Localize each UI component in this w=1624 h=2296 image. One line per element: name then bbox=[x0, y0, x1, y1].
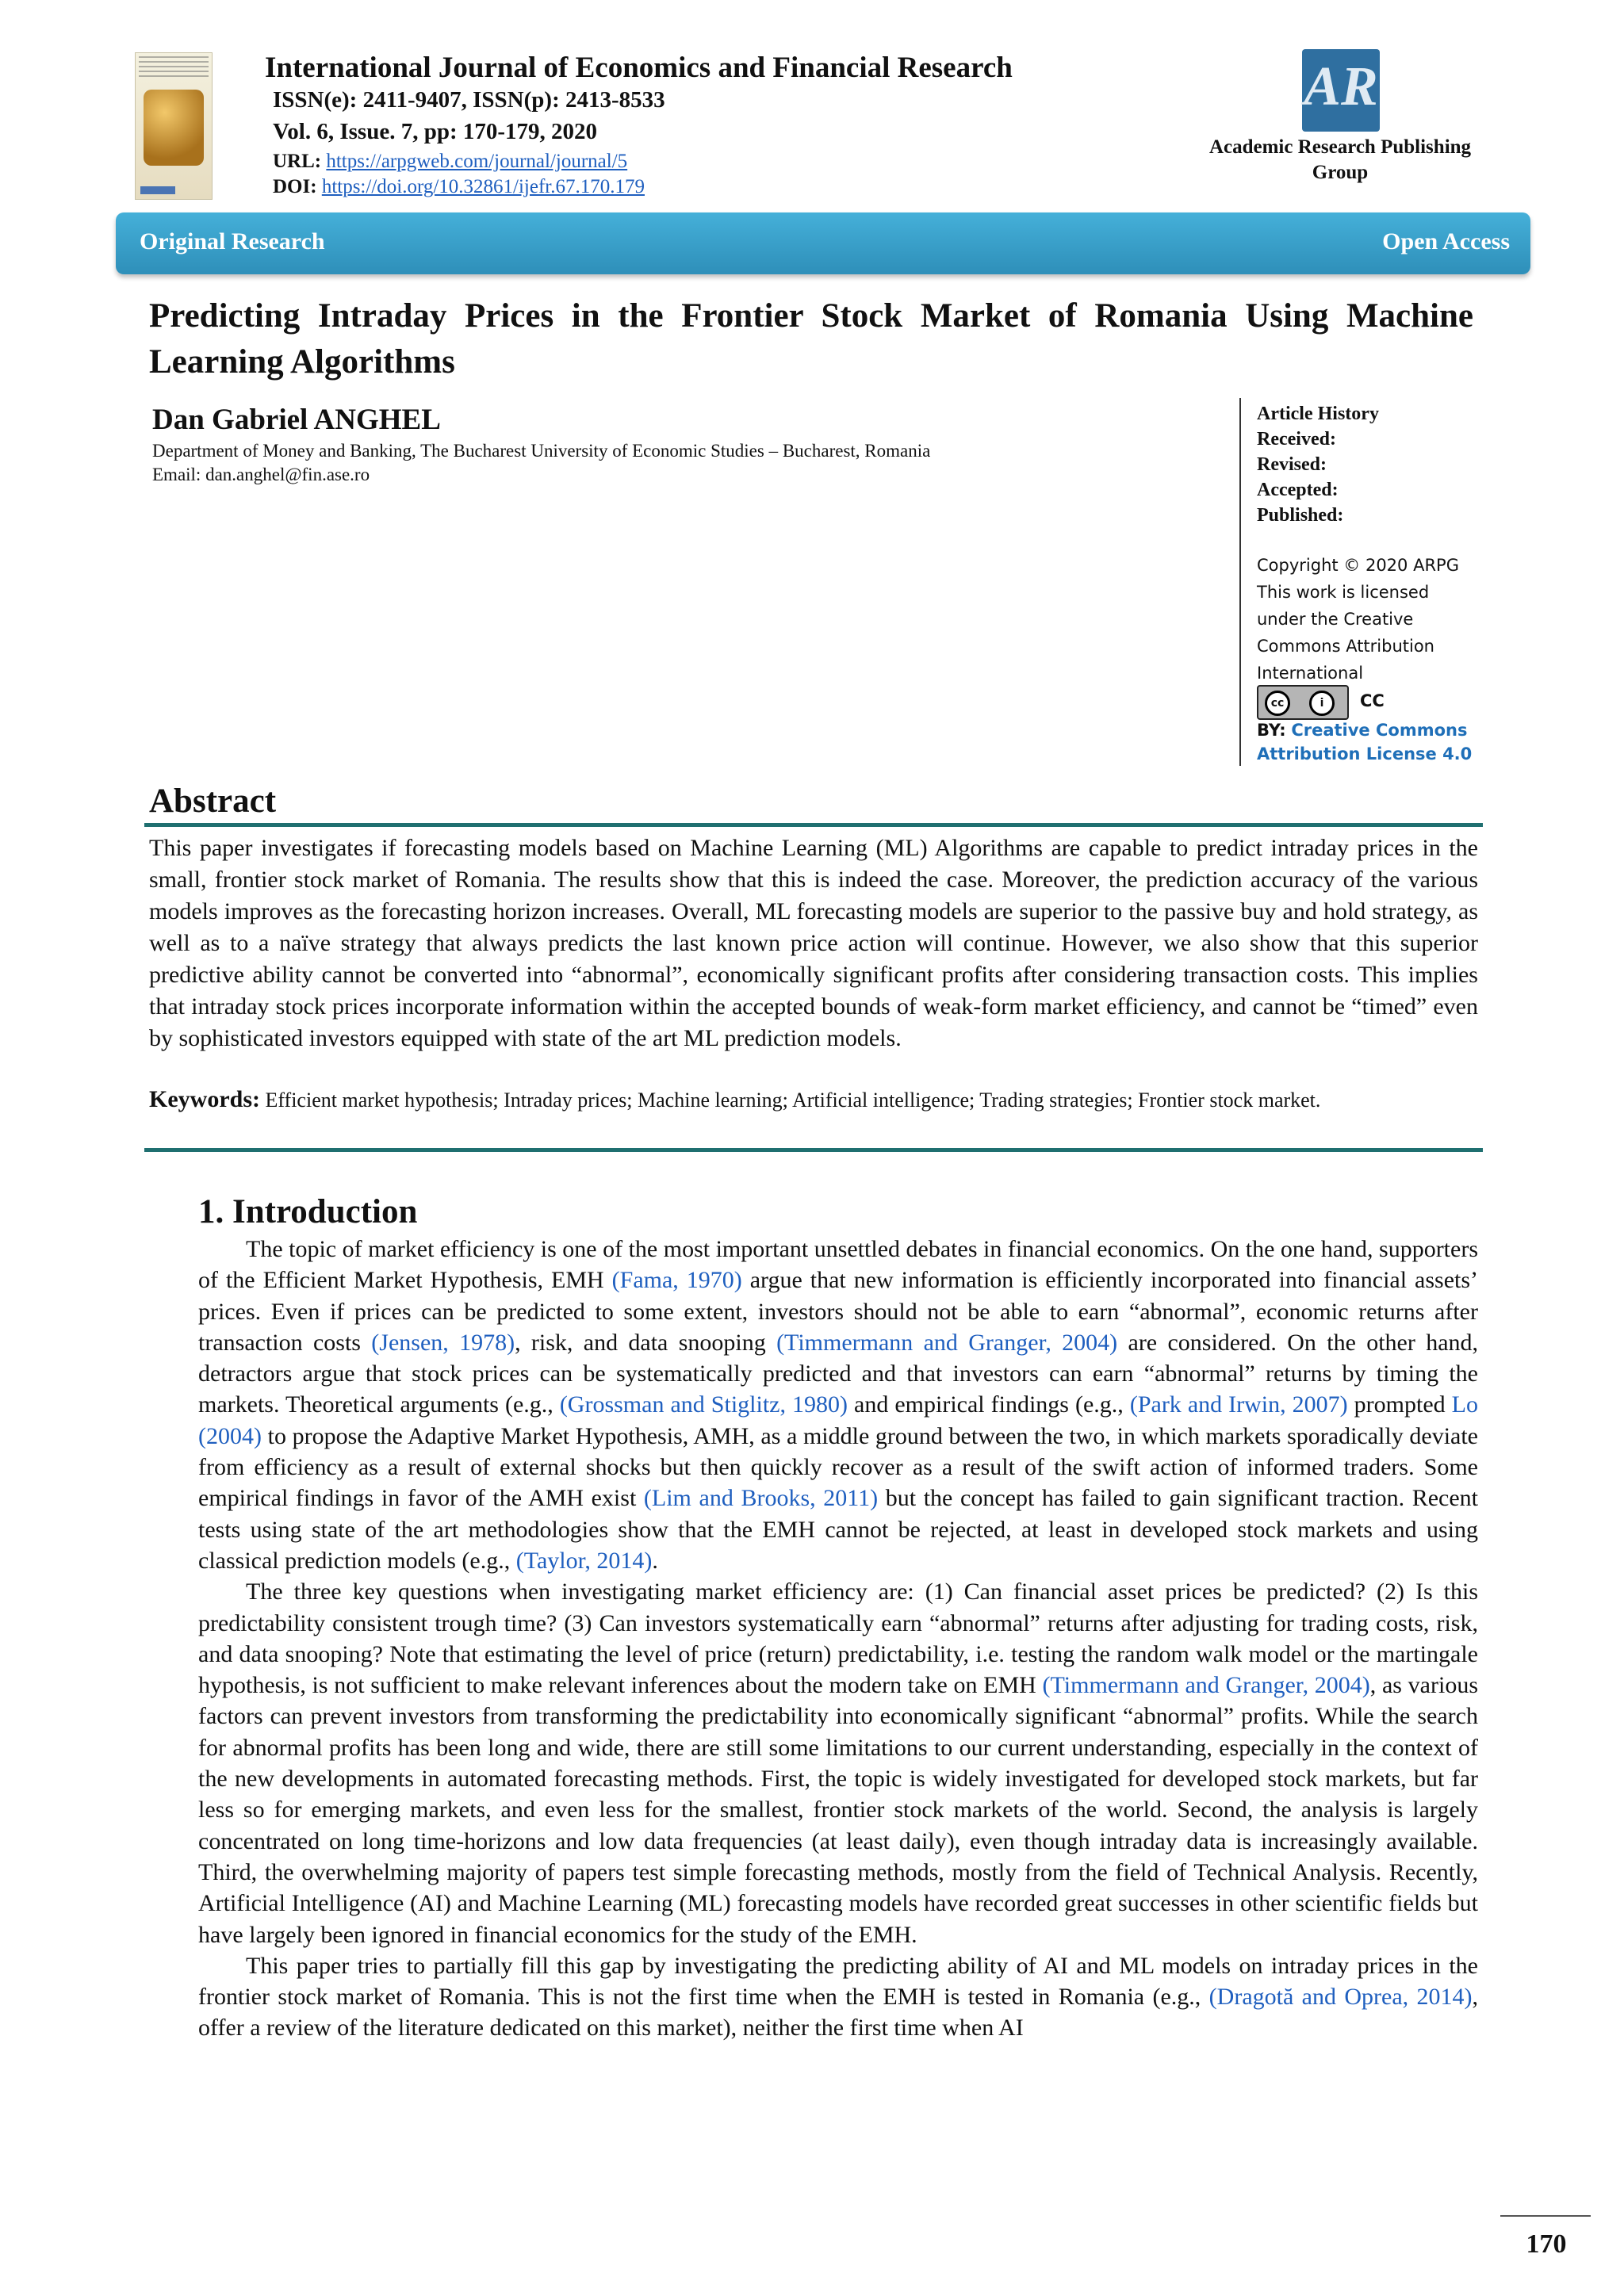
paragraph-text: are considered. On the other hand, detractors argue that stock prices can be systematically predicted and that investors can earn “abnormal” returns by timing the markets. Theoretical arguments (e.g., bbox=[198, 1329, 1479, 1418]
history-title: Article History bbox=[1257, 404, 1379, 424]
paragraph-text: to propose the Adaptive Market Hypothesis, AMH, as a middle ground between the two, in which markets sporadically deviate from efficiency as a result of external shocks but then quickly recover as a result of the swift action of informed traders. Some empirical findings in favor of the AMH exist bbox=[198, 1422, 1478, 1512]
paragraph-text: , risk, and data snooping bbox=[515, 1329, 777, 1356]
journal-title: International Journal of Economics and Financial Research bbox=[265, 52, 1013, 84]
page-number-rule bbox=[1500, 2215, 1591, 2217]
page-number: 170 bbox=[1526, 2229, 1567, 2259]
journal-cover-image bbox=[135, 52, 213, 200]
author-email: Email: dan.anghel@fin.ase.ro bbox=[152, 465, 370, 484]
journal-issn: ISSN(e): 2411-9407, ISSN(p): 2413-8533 bbox=[273, 87, 665, 113]
citation-link[interactable]: (Fama, 1970) bbox=[611, 1267, 742, 1294]
paragraph-text: argue that new information is efficiently incorporated into financial assets’ prices. Even if prices can be predicted to some extent, investors should not be able to earn “abnormal”, economic returns after transaction costs bbox=[198, 1267, 1479, 1356]
intro-paragraph-3 bbox=[198, 1950, 1478, 2044]
doi-label: DOI: bbox=[273, 176, 317, 197]
author-affiliation bbox=[152, 439, 930, 487]
paragraph-text: The topic of market efficiency is one of the most important unsettled debates in financial economics. On the one hand, supporters of the Efficient Market Hypothesis, EMH bbox=[198, 1236, 1478, 1294]
paragraph-text: , as various factors can prevent investors from transforming the predictability into economically significant “abnormal” profits. While the search for abnormal profits has been long and wide, there are still some limitations to our current understanding, especially in the context of the new developments in automated forecasting methods. First, the topic is widely investigated for developed stock markets, but far less so for emerging markets, and even less for the smallest, frontier stock markets of the world. Second, the analysis is largely concentrated on long time-horizons and low data frequencies (at least daily), even though intraday data is increasingly available. Third, the overwhelming majority of papers test simple forecasting methods, mostly from the field of Technical Analysis. Recently, Artificial Intelligence (AI) and Machine Learning (ML) forecasting models have recorded great successes in other scientific fields but have largely been ignored in financial economics for the study of the EMH. bbox=[198, 1672, 1478, 1948]
author-name: Dan Gabriel ANGHEL bbox=[152, 404, 441, 436]
article-type-banner bbox=[116, 212, 1530, 274]
affiliation-text: Department of Money and Banking, The Bucharest University of Economic Studies – Bucharest, Romania bbox=[152, 441, 931, 461]
license-link[interactable]: Creative Commons Attribution License 4.0 bbox=[1257, 721, 1473, 763]
introduction-body bbox=[198, 1234, 1478, 2044]
citation-link[interactable]: (Dragotă and Oprea, 2014) bbox=[1208, 1984, 1473, 2011]
copyright-notice: Copyright © 2020 ARPG This work is licensed under the Creative Commons Attribution International bbox=[1257, 556, 1459, 683]
citation-link[interactable]: (Grossman and Stiglitz, 1980) bbox=[559, 1391, 848, 1418]
journal-url-link[interactable]: https://arpgweb.com/journal/journal/5 bbox=[326, 151, 628, 172]
abstract-text: This paper investigates if forecasting models based on Machine Learning (ML) Algorithms are capable to predict intraday prices in the small, frontier stock market of Romania. The results show that this is indeed the case. Moreover, the prediction accuracy of the various models improves as the forecasting horizon increases. Overall, ML forecasting models are superior to the passive buy and hold strategy, as well as to a naïve strategy that always predicts the last known price action will continue. However, we also show that this superior predictive ability cannot be converted into “abnormal”, economically significant profits after considering transaction costs. This implies that intraday stock prices incorporate information within the accepted bounds of weak-form market efficiency, and cannot be “timed” even by sophisticated investors equipped with state of the art ML prediction models. bbox=[149, 835, 1478, 1051]
abstract-top-rule bbox=[144, 823, 1483, 827]
publisher-logo: AR bbox=[1302, 49, 1380, 132]
keywords-label: Keywords: bbox=[149, 1086, 260, 1112]
abstract-heading: Abstract bbox=[149, 783, 277, 820]
article-history-sidebar bbox=[1239, 398, 1503, 766]
original-research-label: Original Research bbox=[140, 228, 325, 254]
doi-link[interactable]: https://doi.org/10.32861/ijefr.67.170.179 bbox=[321, 176, 645, 197]
revised-label: Revised: bbox=[1257, 454, 1327, 475]
paragraph-text: and empirical findings (e.g., bbox=[848, 1391, 1130, 1418]
intro-paragraph-2 bbox=[198, 1576, 1478, 1950]
paragraph-text: This paper tries to partially fill this gap by investigating the predicting ability of AI and ML models on intraday prices in the frontier stock market of Romania. This is not the first time when the EMH is tested in Romania (e.g., bbox=[198, 1952, 1478, 2011]
paragraph-text: The three key questions when investigating market efficiency are: (1) Can financial asset prices be predicted? (2) Is this predictability consistent trough time? (3) Can investors systematically earn “abnormal” returns after adjusting for trading costs, risk, and data snooping? Note that estimating the level of price (return) predictability, i.e. testing the random walk model or the martingale hypothesis, is not sufficient to make relevant inferences about the modern take on EMH bbox=[198, 1578, 1478, 1699]
citation-link[interactable]: (Lim and Brooks, 2011) bbox=[643, 1485, 879, 1512]
cc-by-license-icon: cc i bbox=[1257, 685, 1349, 720]
citation-link[interactable]: Lo (2004) bbox=[198, 1391, 1478, 1449]
journal-volume: Vol. 6, Issue. 7, pp: 170-179, 2020 bbox=[273, 119, 598, 144]
paragraph-text: , offer a review of the literature dedicated on this market), neither the first time when AI bbox=[198, 1984, 1478, 2042]
intro-paragraph-1 bbox=[198, 1234, 1478, 1576]
citation-link[interactable]: (Timmermann and Granger, 2004) bbox=[776, 1329, 1118, 1356]
journal-doi-line bbox=[273, 176, 645, 198]
paragraph-text: . bbox=[652, 1547, 658, 1574]
article-title: Predicting Intraday Prices in the Frontier Stock Market of Romania Using Machine Learning Algorithms bbox=[149, 297, 1473, 381]
citation-link[interactable]: (Jensen, 1978) bbox=[371, 1329, 515, 1356]
received-label: Received: bbox=[1257, 429, 1336, 450]
abstract-bottom-rule bbox=[144, 1148, 1483, 1152]
open-access-label: Open Access bbox=[1382, 228, 1510, 254]
journal-url-line bbox=[273, 151, 627, 173]
citation-link[interactable]: (Taylor, 2014) bbox=[515, 1547, 653, 1574]
citation-link[interactable]: (Timmermann and Granger, 2004) bbox=[1042, 1672, 1370, 1699]
paragraph-text: but the concept has failed to gain significant traction. Recent tests using state of the art methodologies show that the EMH cannot be rejected, at least in developed stock markets and using classical prediction models (e.g., bbox=[198, 1485, 1478, 1574]
section-heading-introduction: 1. Introduction bbox=[198, 1193, 418, 1230]
cc-label: CC bbox=[1360, 691, 1385, 710]
license-line: BY: Creative Commons Attribution License 4.0 bbox=[1257, 721, 1473, 763]
publisher-name: Academic Research Publishing Group bbox=[1208, 136, 1472, 183]
citation-link[interactable]: (Park and Irwin, 2007) bbox=[1129, 1391, 1348, 1418]
accepted-label: Accepted: bbox=[1257, 480, 1339, 500]
keywords bbox=[149, 1085, 1478, 1115]
url-label: URL: bbox=[273, 151, 322, 172]
keywords-text: Efficient market hypothesis; Intraday prices; Machine learning; Artificial intelligence; Trading strategies; Frontier stock market. bbox=[265, 1089, 1321, 1112]
paragraph-text: prompted bbox=[1347, 1391, 1452, 1418]
published-label: Published: bbox=[1257, 505, 1344, 526]
